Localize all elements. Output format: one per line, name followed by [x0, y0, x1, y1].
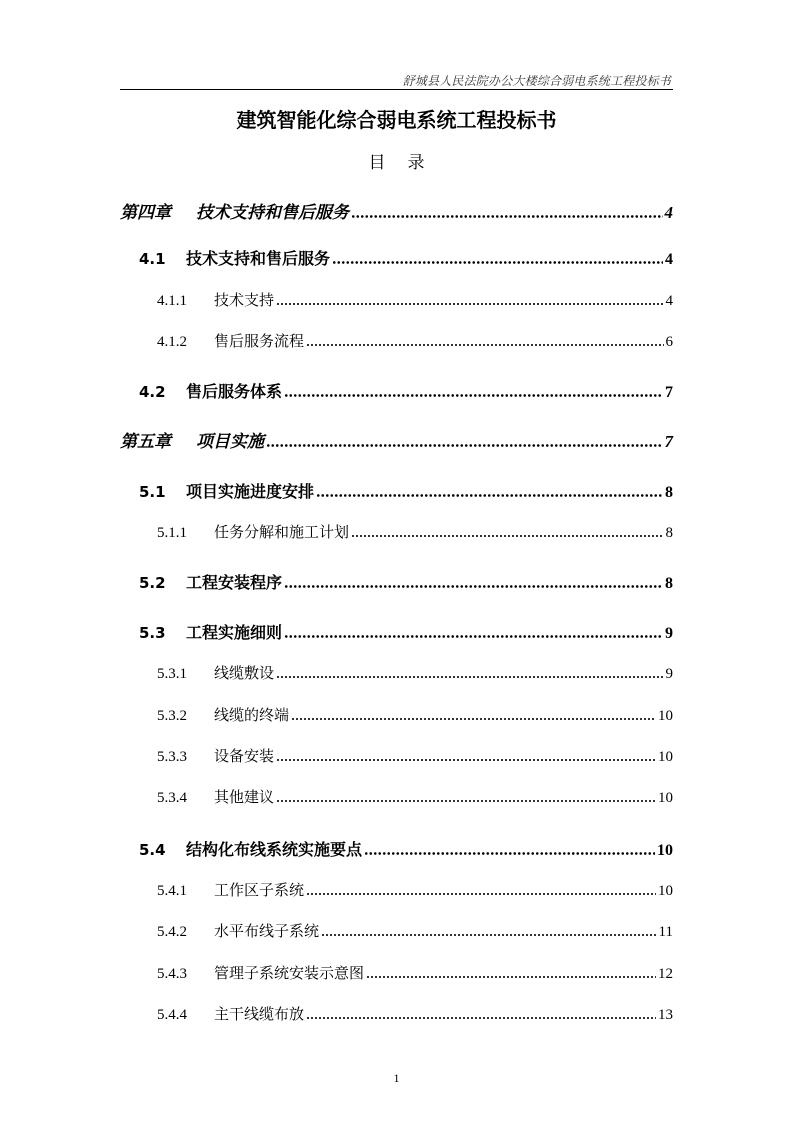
toc-entry-title: 售后服务流程 — [214, 332, 305, 350]
header-rule — [120, 89, 673, 90]
toc-entry-page: 10 — [658, 790, 673, 806]
toc-leader-dots — [351, 535, 663, 537]
toc-entry-number: 5.4.3 — [157, 966, 187, 982]
toc-entry-sub[interactable] — [157, 521, 673, 542]
toc-entry-sub[interactable] — [157, 879, 673, 900]
toc-entry-number: 4.1.1 — [157, 293, 187, 309]
toc-leader-dots — [364, 852, 655, 855]
toc-entry-page: 8 — [665, 575, 673, 592]
toc-entry-number: 5.3.2 — [157, 708, 187, 724]
toc-entry-page: 12 — [658, 966, 673, 982]
toc-leader-dots — [306, 1017, 656, 1019]
toc-leader-dots — [291, 718, 656, 720]
page-number: 1 — [393, 1071, 400, 1085]
toc-entry-page: 4 — [664, 203, 673, 222]
toc-entry-sub[interactable] — [157, 745, 673, 766]
toc-entry-title: 项目实施 — [196, 432, 264, 452]
toc-entry-page: 6 — [665, 334, 673, 350]
toc-entry-sub[interactable] — [157, 786, 673, 807]
toc-entry-title: 其他建议 — [214, 788, 275, 806]
toc-entry-page: 9 — [665, 666, 673, 682]
toc-entry-number: 5.3.4 — [157, 790, 187, 806]
toc-entry-number: 4.2 — [139, 383, 166, 401]
toc-entry-page: 13 — [658, 1007, 673, 1023]
toc-entry-number: 5.4.2 — [157, 924, 187, 940]
toc-entry-title: 工程实施细则 — [186, 623, 283, 642]
toc-leader-dots — [276, 800, 656, 802]
toc-entry-number: 5.4 — [139, 841, 166, 859]
toc-leader-dots — [276, 676, 663, 678]
toc-entry-title: 线缆的终端 — [214, 706, 290, 724]
toc-leader-dots — [332, 261, 663, 264]
toc-entry-title: 技术支持和售后服务 — [186, 249, 331, 268]
toc-entry-chapter[interactable] — [120, 198, 673, 223]
toc-entry-title: 售后服务体系 — [186, 382, 283, 401]
toc-entry-sub[interactable] — [157, 962, 673, 983]
toc-entry-title: 技术支持和售后服务 — [196, 203, 349, 223]
toc-entry-page: 10 — [658, 708, 673, 724]
toc-entry-title: 项目实施进度安排 — [186, 482, 315, 501]
toc-entry-section[interactable] — [139, 620, 673, 643]
toc-entry-number: 第四章 — [120, 203, 171, 223]
toc-entry-page: 10 — [657, 842, 673, 859]
running-header: 舒城县人民法院办公大楼综合弱电系统工程投标书 — [402, 74, 671, 88]
toc-entry-title: 工作区子系统 — [214, 881, 305, 899]
toc-entry-title: 线缆敷设 — [214, 664, 275, 682]
toc-entry-page: 7 — [664, 432, 673, 451]
toc-entry-title: 技术支持 — [214, 291, 275, 309]
toc-leader-dots — [284, 585, 663, 588]
toc-leader-dots — [351, 215, 663, 218]
toc-leader-dots — [284, 394, 663, 397]
toc-leader-dots — [306, 893, 656, 895]
toc-entry-section[interactable] — [139, 379, 673, 402]
toc-entry-number: 5.4.4 — [157, 1007, 187, 1023]
toc-entry-title: 结构化布线系统实施要点 — [186, 840, 363, 859]
toc-entry-title: 工程安装程序 — [186, 573, 283, 592]
toc-entry-page: 11 — [658, 924, 673, 940]
toc-leader-dots — [306, 344, 663, 346]
toc-entry-title: 管理子系统安装示意图 — [214, 964, 365, 982]
toc-entry-title: 水平布线子系统 — [214, 922, 320, 940]
toc-leader-dots — [316, 494, 663, 497]
toc-entry-section[interactable] — [139, 479, 673, 502]
toc-entry-page: 8 — [665, 525, 673, 541]
toc-entry-number: 5.3.3 — [157, 749, 187, 765]
toc-entry-number: 第五章 — [120, 432, 171, 452]
toc-entry-page: 7 — [665, 384, 673, 401]
toc-entry-number: 5.1 — [139, 483, 166, 501]
toc-entry-page: 10 — [658, 749, 673, 765]
toc-entry-sub[interactable] — [157, 330, 673, 351]
toc-entry-page: 4 — [665, 251, 673, 268]
toc-entry-page: 9 — [665, 625, 673, 642]
toc-entry-chapter[interactable] — [120, 427, 673, 452]
toc-entry-sub[interactable] — [157, 920, 673, 941]
toc-entry-section[interactable] — [139, 570, 673, 593]
toc-entry-title: 设备安装 — [214, 747, 275, 765]
toc-entry-page: 4 — [665, 293, 673, 309]
toc-entry-number: 5.2 — [139, 574, 166, 592]
toc-entry-number: 5.3 — [139, 624, 166, 642]
toc-entry-sub[interactable] — [157, 289, 673, 310]
toc-entry-page: 10 — [658, 883, 673, 899]
toc-heading: 目录 — [368, 153, 447, 173]
toc-entry-number: 5.4.1 — [157, 883, 187, 899]
toc-leader-dots — [321, 934, 657, 936]
toc-entry-title: 任务分解和施工计划 — [214, 523, 350, 541]
toc-entry-section[interactable] — [139, 837, 673, 860]
toc-leader-dots — [284, 635, 663, 638]
toc-entry-number: 5.1.1 — [157, 525, 187, 541]
toc-entry-title: 主干线缆布放 — [214, 1005, 305, 1023]
toc-entry-number: 4.1.2 — [157, 334, 187, 350]
toc-entry-section[interactable] — [139, 246, 673, 269]
toc-leader-dots — [366, 976, 656, 978]
toc-entry-page: 8 — [665, 484, 673, 501]
toc-entry-number: 4.1 — [139, 250, 166, 268]
toc-leader-dots — [276, 759, 656, 761]
toc-leader-dots — [266, 444, 663, 447]
toc-entry-sub[interactable] — [157, 1003, 673, 1024]
toc-entry-sub[interactable] — [157, 704, 673, 725]
document-title: 建筑智能化综合弱电系统工程投标书 — [236, 108, 557, 132]
toc-leader-dots — [276, 303, 663, 305]
toc-entry-number: 5.3.1 — [157, 666, 187, 682]
toc-entry-sub[interactable] — [157, 662, 673, 683]
